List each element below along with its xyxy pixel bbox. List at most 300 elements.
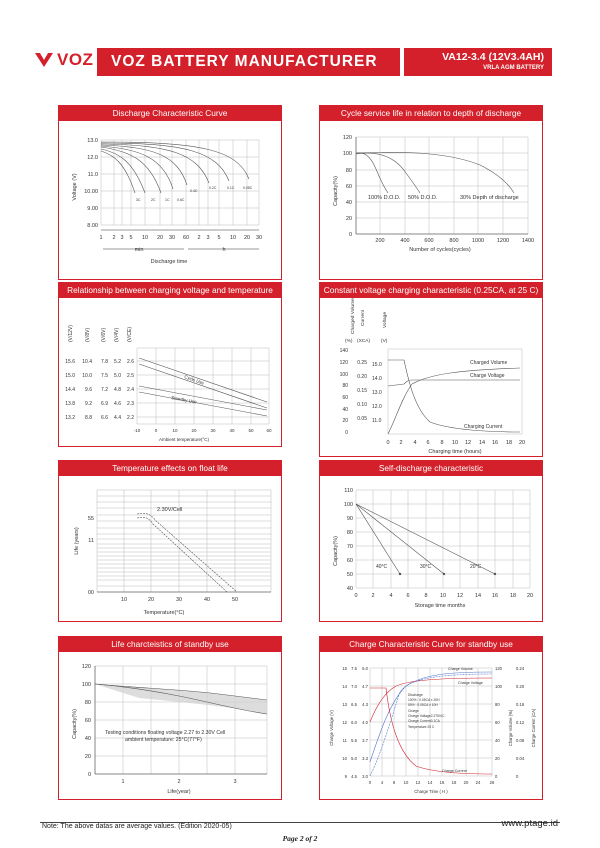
x-tick: 2 (197, 235, 201, 241)
curve-label: 50% D.O.D. (408, 195, 438, 201)
table-cell: 5.2 (114, 359, 121, 365)
model-banner (404, 48, 552, 76)
standby-life-panel (58, 636, 282, 800)
charge-voltage-temperature-panel (58, 282, 282, 447)
y-axis-label: Voltage (V) (72, 173, 78, 201)
x-tick: 20 (463, 780, 469, 785)
y-tick: 50 (346, 572, 353, 578)
value-table (65, 359, 134, 421)
charge-temperature-chart (59, 298, 281, 434)
curve-label: Charge Volume (448, 667, 473, 671)
brand-logo (34, 50, 93, 70)
model-type: VRLA AGM BATTERY (483, 65, 544, 71)
y-tick: 9 (344, 774, 347, 779)
charge-temperature-axis (59, 426, 281, 446)
x-tick: 20 (518, 440, 526, 446)
x-tick: 20 (156, 235, 164, 241)
y-tick: 120 (495, 666, 502, 671)
curve-label: 100% D.O.D. (368, 195, 401, 201)
x-tick: 400 (400, 238, 410, 244)
discharge-curve-panel (58, 105, 282, 280)
x-tick: 14 (427, 780, 433, 785)
y-tick: 00 (87, 590, 94, 596)
y-tick: 11.0 (87, 172, 98, 178)
curve-label: 2C (151, 198, 156, 202)
table-cell: 15.0 (65, 373, 75, 379)
x-tick: 20 (526, 593, 534, 599)
y-axis-label: Capacity(%) (333, 176, 339, 206)
document-title: VOZ BATTERY MANUFACTURER (97, 48, 400, 76)
y-tick: 20 (342, 418, 348, 424)
x-tick: 8 (424, 593, 428, 599)
y-tick: 0.20 (357, 374, 367, 380)
table-cell: 2.6 (127, 359, 134, 365)
footer-note: Note: The above datas are average values. (Edition 2020-05) (42, 823, 232, 830)
panel-title: Temperature effects on float life (59, 461, 281, 476)
table-cell: 2.4 (127, 387, 134, 393)
table-cell: 2.2 (127, 415, 134, 421)
x-tick: 10 (120, 597, 128, 603)
y-tick: 6.0 (351, 720, 357, 725)
constant-voltage-panel (319, 282, 543, 457)
y-tick: 70 (346, 544, 353, 550)
temp-label: 30°C (420, 564, 432, 570)
y-tick: 5.0 (351, 756, 357, 761)
charge-standby-chart (320, 652, 542, 799)
y-tick: 120 (342, 135, 352, 141)
y-ticks (343, 135, 352, 238)
y-ticks (84, 138, 98, 229)
header-volume: Charged Volume (351, 298, 356, 334)
x-tick: 0 (386, 440, 390, 446)
y-tick: 13 (342, 702, 347, 707)
y-axis-label: Life (years) (74, 527, 80, 555)
y-tick: 120 (339, 360, 348, 366)
y-tick: 7.5 (351, 666, 357, 671)
y-axis-label: Charge Voltage (V) (329, 710, 334, 746)
curve-labels (368, 195, 519, 201)
y-tick: 55 (87, 516, 94, 522)
y-ticks-voltage (372, 362, 382, 424)
y-tick: 0 (345, 430, 348, 436)
x-axis-label: Storage time months (414, 603, 466, 609)
table-cell: 2.3 (127, 401, 134, 407)
unit-current: (XCA) (357, 339, 371, 344)
x-tick: 2 (399, 440, 403, 446)
y-tick: 4.5 (351, 774, 357, 779)
y-tick: 0.20 (516, 684, 525, 689)
grid (356, 137, 528, 234)
y-tick: 0.15 (357, 388, 367, 394)
chart-legend (408, 693, 445, 729)
y-tick: 0.24 (516, 666, 525, 671)
y-tick: 12.0 (87, 155, 98, 161)
y-ticks-outer (342, 666, 347, 779)
x-tick: 16 (439, 780, 445, 785)
charge-standby-panel (319, 636, 543, 800)
y-tick: 15 (342, 666, 347, 671)
y-tick: 5.5 (351, 738, 357, 743)
x-axis-label: Charge Time ( H ) (414, 789, 448, 794)
y-tick: 13.0 (372, 390, 382, 396)
x-tick: 10 (141, 235, 149, 241)
legend-item: 100% : 0.05CA x 20H (408, 698, 440, 702)
x-tick: 18 (451, 780, 457, 785)
x-tick: 8 (440, 440, 444, 446)
y-tick: 40 (495, 738, 500, 743)
y-ticks-right-volume (495, 666, 503, 779)
x-ticks (121, 597, 238, 603)
y-tick: 60 (345, 184, 352, 190)
table-cell: 15.6 (65, 359, 75, 365)
y-tick: 20 (345, 216, 352, 222)
cycle-curves (356, 152, 514, 193)
y-tick: 0 (495, 774, 498, 779)
y-tick: 3.3 (362, 756, 368, 761)
right-axis-label-volume: Charge Volume (%) (508, 709, 513, 747)
panel-title: Cycle service life in relation to depth of discharge (320, 106, 542, 121)
cycle-use-label: Cycle Use (183, 374, 205, 386)
col-header: (V/8V) (85, 327, 91, 342)
y-ticks-volume (340, 348, 349, 436)
x-tick: 30 (255, 235, 263, 241)
unit-min: min (134, 247, 144, 253)
y-tick: 13.0 (87, 138, 98, 144)
self-discharge-panel (319, 460, 543, 622)
table-cell: 7.5 (101, 373, 108, 379)
logo-text: VOZ (57, 50, 94, 69)
y-tick: 80 (84, 700, 91, 706)
x-ticks (99, 235, 262, 241)
x-tick: 1400 (521, 238, 535, 244)
col-header: (V/CE) (127, 327, 133, 342)
y-tick: 0.05 (357, 416, 367, 422)
x-tick: 18 (505, 440, 513, 446)
y-tick: 20 (495, 756, 500, 761)
x-tick: 0 (154, 428, 158, 433)
y-tick: 8.00 (87, 223, 98, 229)
panel-title: Self-discharge characteristic (320, 461, 542, 476)
table-cell: 5.0 (114, 373, 121, 379)
page-header (0, 0, 600, 86)
panel-title: Discharge Characteristic Curve (59, 106, 281, 121)
y-tick: 40 (345, 200, 352, 206)
x-tick: 10 (403, 780, 409, 785)
y-tick: 0.08 (516, 738, 525, 743)
page-number: Page 2 of 2 (282, 834, 318, 843)
x-tick: 12 (415, 780, 421, 785)
panel-title: Life charcteistics of standby use (59, 637, 281, 652)
x-tick: 50 (231, 597, 239, 603)
ambient-temperature: ambient temperature: 25°C(77°F) (125, 737, 202, 743)
y-tick: 15.0 (372, 362, 382, 368)
axis-headers (345, 298, 388, 344)
table-cell: 13.8 (65, 401, 75, 407)
table-cell: 9.6 (85, 387, 92, 393)
x-tick: 14 (474, 593, 482, 599)
y-tick: 14.0 (372, 376, 382, 382)
y-tick: 100 (339, 372, 348, 378)
standby-life-chart (59, 652, 281, 799)
curve-label: 0.1C (227, 186, 235, 190)
temperature-curves (139, 358, 267, 416)
x-tick: 0 (368, 780, 372, 785)
legend-item: Temperature 25 C (408, 725, 435, 729)
x-tick: 3 (233, 779, 237, 785)
table-cell: 10.4 (82, 359, 92, 365)
table-cell: 14.4 (65, 387, 75, 393)
y-tick: 6.5 (351, 702, 357, 707)
y-axis-label: Capacity(%) (333, 536, 339, 566)
standby-use-label: Standby Use (170, 395, 198, 405)
voz-logo-icon (34, 51, 54, 69)
x-tick: 2 (112, 235, 116, 241)
curve-label: 30% Depth of discharge (460, 195, 519, 201)
x-tick: 1 (121, 779, 125, 785)
y-tick: 110 (344, 488, 353, 494)
x-tick: 14 (478, 440, 486, 446)
constant-voltage-chart (320, 298, 542, 444)
x-tick: 800 (449, 238, 459, 244)
y-axis-label: Capacity(%) (72, 709, 78, 739)
y-tick: 60 (342, 395, 348, 401)
y-tick: 100 (343, 502, 353, 508)
y-ticks-inner (351, 666, 357, 779)
x-tick: 18 (509, 593, 517, 599)
x-ticks (375, 238, 534, 244)
y-ticks (88, 516, 94, 596)
table-cell: 6.9 (101, 401, 108, 407)
cycle-life-chart (320, 121, 542, 279)
x-tick: 30 (210, 428, 216, 433)
table-cell: 2.5 (127, 373, 134, 379)
legend-item: 50% : 0.05CA x 10H (408, 703, 438, 707)
temp-label: 40°C (376, 564, 388, 570)
x-tick: 10 (229, 235, 237, 241)
y-tick: 60 (495, 720, 500, 725)
y-tick: 10 (342, 756, 347, 761)
y-tick: 10.00 (84, 189, 98, 195)
y-tick: 100 (81, 682, 91, 688)
y-tick: 60 (84, 718, 91, 724)
table-cell: 8.8 (85, 415, 92, 421)
x-tick: 40 (229, 428, 235, 433)
curve-label: Charging Current (464, 424, 503, 430)
x-tick: 6 (426, 440, 430, 446)
x-tick: 24 (475, 780, 481, 785)
x-tick: 10 (439, 593, 447, 599)
curve-label: 0.05C (243, 186, 253, 190)
y-ticks-left3 (362, 666, 368, 779)
x-tick: 3 (120, 235, 124, 241)
x-tick: 1000 (471, 238, 485, 244)
x-tick: 5 (129, 235, 133, 241)
x-axis-label: Number of cycles(cycles) (409, 247, 471, 253)
charging-curves (388, 360, 520, 434)
x-ticks (354, 593, 533, 599)
unit-h: h (222, 247, 226, 253)
y-tick: 0 (348, 232, 352, 238)
x-tick: 12 (464, 440, 472, 446)
y-tick: 0.10 (357, 402, 367, 408)
y-tick: 3.7 (362, 738, 368, 743)
x-tick: 2 (177, 779, 181, 785)
float-life-panel (58, 460, 282, 622)
y-tick: 11 (88, 538, 94, 544)
x-tick: 30 (175, 597, 183, 603)
column-headers (68, 325, 133, 342)
x-tick: 4 (413, 440, 417, 446)
x-tick: 10 (451, 440, 459, 446)
x-axis-label: Temperature(°C) (143, 610, 185, 616)
col-header: (V/4V) (114, 327, 120, 342)
y-tick: 120 (81, 664, 91, 670)
col-header: (V/6V) (101, 327, 107, 342)
y-ticks (344, 488, 353, 592)
y-tick: 7.0 (351, 684, 357, 689)
discharge-chart (59, 121, 281, 279)
charge-standby-curves (370, 672, 492, 776)
curve-label: Charge Current (442, 769, 467, 773)
x-tick: 20 (191, 428, 197, 433)
x-tick: 4 (380, 780, 384, 785)
temperature-labels (376, 564, 482, 570)
x-tick: 3 (206, 235, 210, 241)
x-tick: 16 (491, 440, 499, 446)
table-cell: 13.2 (65, 415, 75, 421)
table-cell: 4.4 (114, 415, 121, 421)
y-ticks-right-current (516, 666, 525, 779)
x-tick: 6 (406, 593, 410, 599)
y-tick: 9.00 (87, 206, 98, 212)
x-tick: -10 (133, 428, 141, 433)
y-tick: 4.0 (362, 720, 368, 725)
y-tick: 0.04 (516, 756, 525, 761)
legend-item: Charge Voltage2.275V/C (408, 714, 445, 718)
legend-item: Charge Current0.1CA (408, 719, 440, 723)
panel-title: Relationship between charging voltage and temperature (59, 283, 281, 298)
legend-item: Charge (408, 709, 419, 713)
curve-label: Charge Voltage (470, 373, 505, 379)
x-axis-label: Ambient temperature(°C) (158, 437, 210, 442)
y-tick: 4.3 (362, 702, 368, 707)
x-tick: 4 (389, 593, 393, 599)
y-ticks (82, 664, 91, 778)
x-tick: 10 (172, 428, 178, 433)
x-ticks (121, 779, 236, 785)
x-ticks (386, 440, 525, 446)
curve-label: Charge Voltage (458, 681, 483, 685)
curve-labels (442, 667, 483, 773)
table-cell: 6.6 (101, 415, 108, 421)
y-tick: 4.7 (362, 684, 368, 689)
self-discharge-chart (320, 476, 542, 621)
curve-label: 0.6C (177, 198, 185, 202)
x-axis-label: Life(year) (167, 789, 191, 795)
y-tick: 11 (342, 738, 347, 743)
grid (95, 666, 267, 774)
x-tick: 26 (489, 780, 495, 785)
curve-label: 1C (165, 198, 170, 202)
table-cell: 10.0 (82, 373, 92, 379)
x-tick: 5 (217, 235, 221, 241)
x-tick: 50 (248, 428, 254, 433)
y-tick: 80 (342, 383, 348, 389)
table-cell: 9.2 (85, 401, 92, 407)
x-tick: 60 (182, 235, 190, 241)
model-number: VA12-3.4 (12V3.4AH) (442, 51, 544, 63)
y-tick: 12 (342, 720, 347, 725)
y-tick: 40 (342, 407, 348, 413)
y-tick: 12.0 (372, 404, 382, 410)
curve-label: 0.4C (190, 189, 198, 193)
curve-labels (136, 186, 253, 202)
x-ticks (369, 780, 495, 785)
y-tick: 100 (342, 151, 352, 157)
col-header: (V/12V) (68, 325, 74, 342)
x-tick: 12 (456, 593, 464, 599)
x-tick: 60 (266, 428, 272, 433)
y-tick: 90 (346, 516, 353, 522)
y-tick: 0.16 (516, 702, 525, 707)
float-life-chart (59, 476, 281, 621)
test-conditions: Testing conditions floating voltage 2.27 to 2.30V Cell (105, 730, 226, 736)
x-tick: 2 (371, 593, 375, 599)
x-tick: 20 (147, 597, 155, 603)
x-tick: 30 (168, 235, 176, 241)
header-current: Current (361, 310, 366, 326)
temp-label: 20°C (470, 564, 482, 570)
x-tick: 40 (203, 597, 211, 603)
cell-voltage-label: 2.30V/Cell (157, 507, 183, 513)
table-cell: 7.2 (101, 387, 108, 393)
x-tick: 16 (491, 593, 499, 599)
y-tick: 5.0 (362, 666, 368, 671)
x-ticks (134, 428, 272, 433)
y-tick: 0 (87, 772, 91, 778)
table-cell: 4.8 (114, 387, 121, 393)
curve-label: Charged Volume (470, 360, 508, 366)
y-tick: 14 (342, 684, 347, 689)
header-voltage: Voltage (383, 311, 388, 328)
website-link[interactable]: www.ptage.id (501, 818, 558, 829)
y-tick: 60 (346, 558, 353, 564)
y-tick: 20 (84, 754, 91, 760)
y-tick: 80 (495, 702, 500, 707)
x-tick: 1 (99, 235, 103, 241)
y-tick: 0.12 (516, 720, 525, 725)
curve-label: 0.2C (209, 186, 217, 190)
x-axis-label: Charging time (hours) (428, 449, 482, 455)
grid (97, 490, 271, 592)
y-tick: 80 (346, 530, 353, 536)
constant-voltage-axis (320, 438, 542, 456)
y-tick: 0.25 (357, 360, 367, 366)
y-tick: 40 (346, 586, 353, 592)
x-tick: 8 (392, 780, 396, 785)
x-tick: 200 (375, 238, 385, 244)
y-ticks-current (357, 360, 367, 422)
table-cell: 7.8 (101, 359, 108, 365)
legend-item: Discharge (408, 693, 423, 697)
panel-title: Constant voltage charging characteristic (0.25CA, at 25 C) (320, 283, 542, 298)
curve-label: 3C (136, 198, 141, 202)
y-tick: 0 (516, 774, 519, 779)
x-axis-label: Discharge time (150, 259, 188, 265)
y-tick: 80 (345, 168, 352, 174)
x-tick: 20 (243, 235, 251, 241)
unit-voltage: (V) (381, 339, 388, 344)
